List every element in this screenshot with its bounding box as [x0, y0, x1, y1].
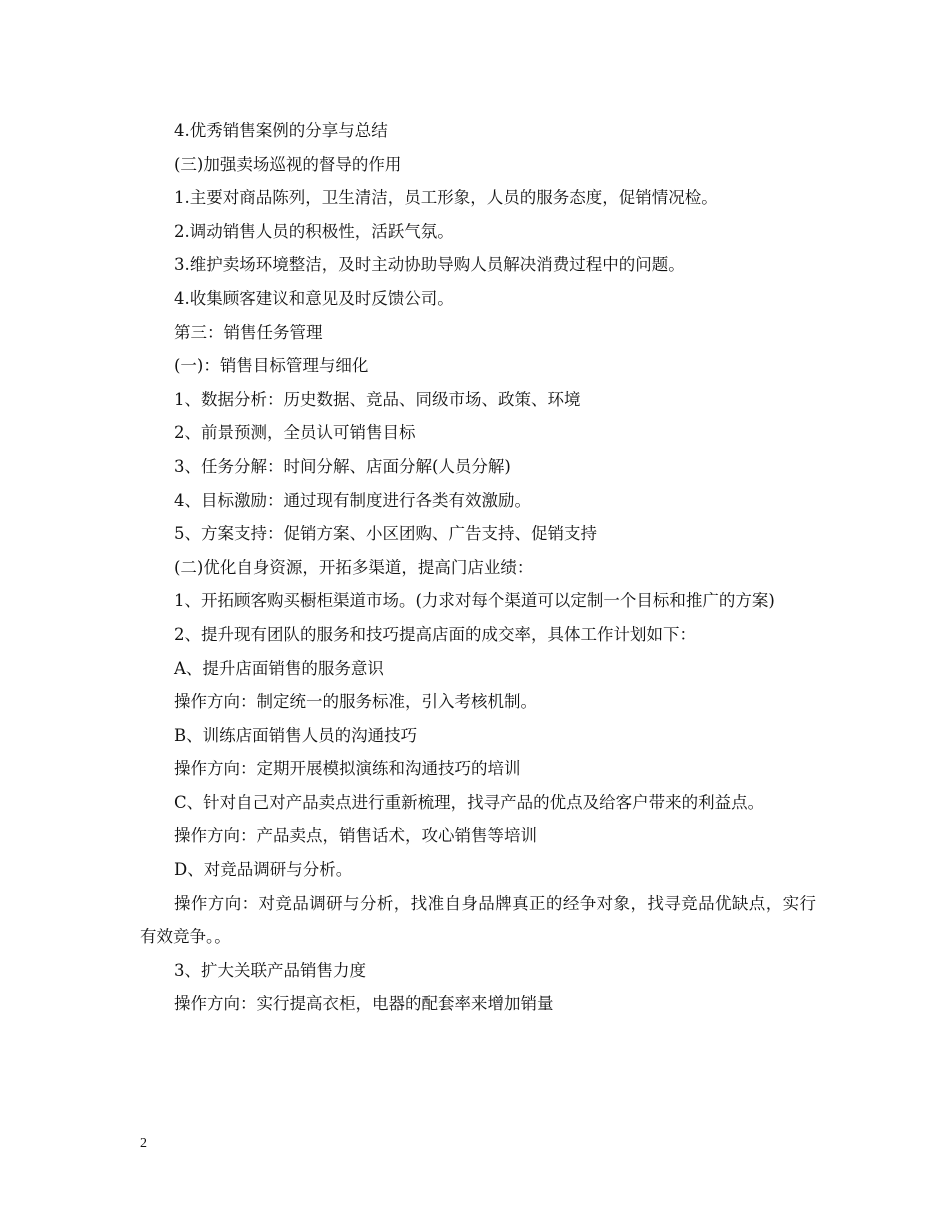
section-heading: 第三：销售任务管理 — [174, 322, 323, 342]
paragraph-10: 2、前景预测，全员认可销售目标 — [174, 423, 416, 443]
paragraph-15: 1、开拓顾客购买橱柜渠道市场。(力求对每个渠道可以定制一个目标和推广的方案) — [174, 591, 775, 611]
document-body — [140, 114, 816, 1021]
paragraph-6: 4.收集顾客建议和意见及时反馈公司。 — [174, 288, 454, 308]
paragraph-4: 2.调动销售人员的积极性，活跃气氛。 — [174, 221, 454, 241]
paragraph-17: A、提升店面销售的服务意识 — [174, 658, 384, 678]
paragraph-5: 3.维护卖场环境整洁，及时主动协助导购人员解决消费过程中的问题。 — [174, 255, 685, 275]
subsection-heading-2: (二)优化自身资源，开拓多渠道，提高门店业绩： — [174, 557, 534, 577]
paragraph-24: 操作方向：对竞品调研与分析，找准自身品牌真正的经争对象，找寻竞品优缺点，实行有效竞争。。 — [140, 893, 816, 947]
paragraph-22: 操作方向：产品卖点，销售话术，攻心销售等培训 — [174, 826, 537, 846]
paragraph-16: 2、提升现有团队的服务和技巧提高店面的成交率，具体工作计划如下： — [174, 624, 696, 644]
page-number: 2 — [140, 1136, 147, 1151]
paragraph-11: 3、任务分解：时间分解、店面分解(人员分解) — [174, 456, 511, 476]
paragraph-26: 操作方向：实行提高衣柜，电器的配套率来增加销量 — [174, 994, 554, 1014]
paragraph-12: 4、目标激励：通过现有制度进行各类有效激励。 — [174, 490, 531, 510]
subsection-heading-1: (一)：销售目标管理与细化 — [174, 356, 369, 376]
paragraph-1: 4.优秀销售案例的分享与总结 — [174, 121, 388, 140]
paragraph-21: C、针对自己对产品卖点进行重新梳理，找寻产品的优点及给客户带来的利益点。 — [174, 792, 765, 812]
paragraph-2: (三)加强卖场巡视的督导的作用 — [174, 154, 402, 174]
paragraph-18: 操作方向：制定统一的服务标准，引入考核机制。 — [174, 692, 537, 712]
paragraph-3: 1.主要对商品陈列，卫生清洁，员工形象，人员的服务态度，促销情况检。 — [174, 188, 718, 208]
paragraph-23: D、对竞品调研与分析。 — [174, 860, 353, 880]
paragraph-20: 操作方向：定期开展模拟演练和沟通技巧的培训 — [174, 759, 521, 779]
paragraph-13: 5、方案支持：促销方案、小区团购、广告支持、促销支持 — [174, 524, 597, 544]
paragraph-25: 3、扩大关联产品销售力度 — [174, 960, 366, 980]
paragraph-9: 1、数据分析：历史数据、竞品、同级市场、政策、环境 — [174, 389, 581, 409]
paragraph-19: B、训练店面销售人员的沟通技巧 — [174, 725, 418, 745]
